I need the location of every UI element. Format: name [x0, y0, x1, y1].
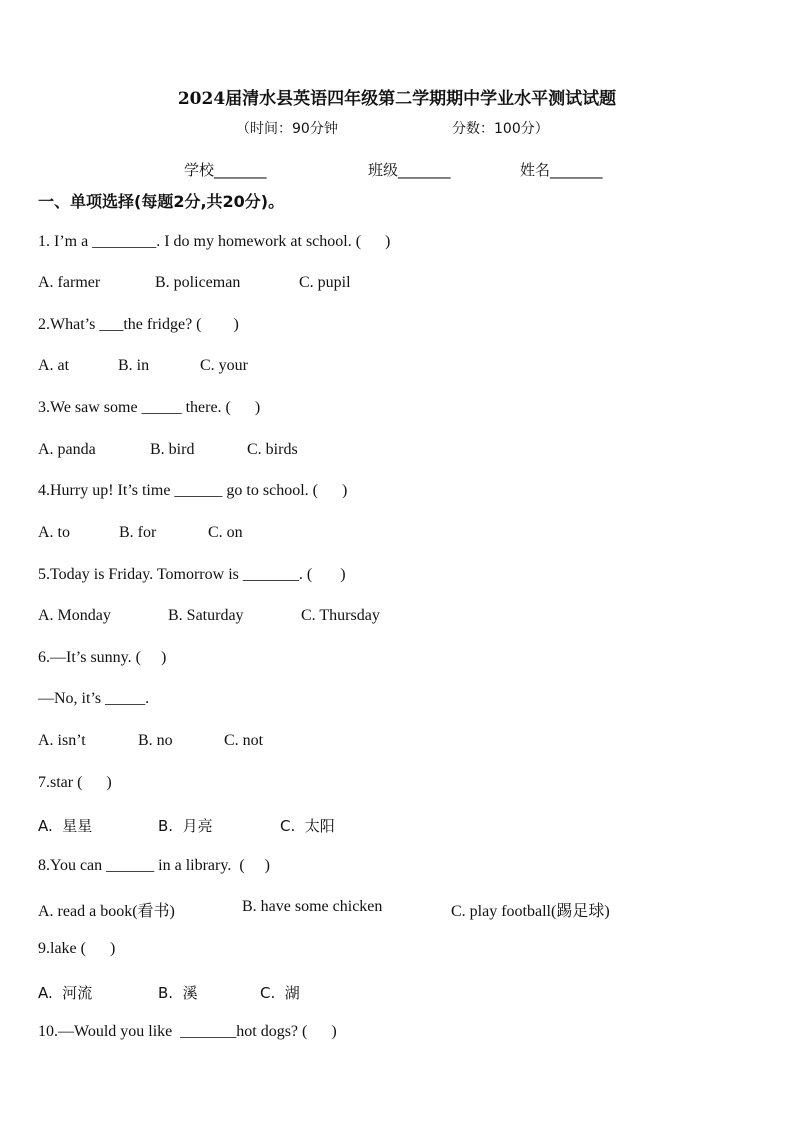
- q8-option-c: C. play football(踢足球): [451, 903, 610, 920]
- q4-option-b: B. for: [119, 524, 157, 541]
- class-field: 班级_______: [368, 161, 451, 179]
- question-4: 4.Hurry up! It’s time ______ go to school. ( ): [38, 482, 348, 499]
- q9-option-c: C. 湖: [260, 984, 300, 1002]
- question-7: 7.star ( ): [38, 774, 112, 791]
- page-title: 2024届清水县英语四年级第二学期期中学业水平测试试题: [177, 89, 617, 109]
- q1-option-a: A. farmer: [38, 274, 101, 291]
- q5-option-c: C. Thursday: [301, 607, 380, 624]
- name-field: 姓名_______: [520, 161, 603, 179]
- q6-option-a: A. isn’t: [38, 732, 86, 749]
- q4-option-a: A. to: [38, 524, 70, 541]
- q3-option-a: A. panda: [38, 441, 96, 458]
- question-3: 3.We saw some _____ there. ( ): [38, 399, 261, 416]
- q9-option-b: B. 溪: [158, 984, 198, 1002]
- q1-option-b: B. policeman: [155, 274, 241, 291]
- q3-option-b: B. bird: [150, 441, 195, 458]
- question-10: 10.—Would you like _______hot dogs? ( ): [38, 1023, 337, 1040]
- q5-option-b: B. Saturday: [168, 607, 244, 624]
- question-8: 8.You can ______ in a library. ( ): [38, 857, 270, 874]
- q4-option-c: C. on: [208, 524, 243, 541]
- q7-option-a: A. 星星: [38, 817, 93, 835]
- school-field: 学校_______: [184, 161, 267, 179]
- q2-option-c: C. your: [200, 357, 248, 374]
- q2-option-b: B. in: [118, 357, 150, 374]
- q1-option-c: C. pupil: [299, 274, 351, 291]
- q7-option-c: C. 太阳: [280, 817, 335, 835]
- q6-option-b: B. no: [138, 732, 173, 749]
- q8-option-b: B. have some chicken: [242, 898, 383, 915]
- exam-time: （时间：90分钟: [236, 121, 338, 137]
- question-1: 1. I’m a ________. I do my homework at school. ( ): [38, 233, 391, 250]
- section-heading: 一、单项选择(每题2分,共20分)。: [38, 192, 285, 211]
- question-5: 5.Today is Friday. Tomorrow is _______. ( ): [38, 566, 346, 583]
- question-9: 9.lake ( ): [38, 940, 116, 957]
- q6-option-c: C. not: [224, 732, 264, 749]
- q2-option-a: A. at: [38, 357, 70, 374]
- question-6: 6.—It’s sunny. ( ): [38, 649, 167, 666]
- q5-option-a: A. Monday: [38, 607, 111, 624]
- q8-option-a: A. read a book(看书): [38, 903, 175, 920]
- q3-option-c: C. birds: [247, 441, 298, 458]
- q7-option-b: B. 月亮: [158, 817, 213, 835]
- q9-option-a: A. 河流: [38, 984, 93, 1002]
- exam-score: 分数：100分）: [452, 121, 549, 137]
- question-2: 2.What’s ___the fridge? ( ): [38, 316, 239, 333]
- question-6-response: —No, it’s _____.: [38, 690, 150, 707]
